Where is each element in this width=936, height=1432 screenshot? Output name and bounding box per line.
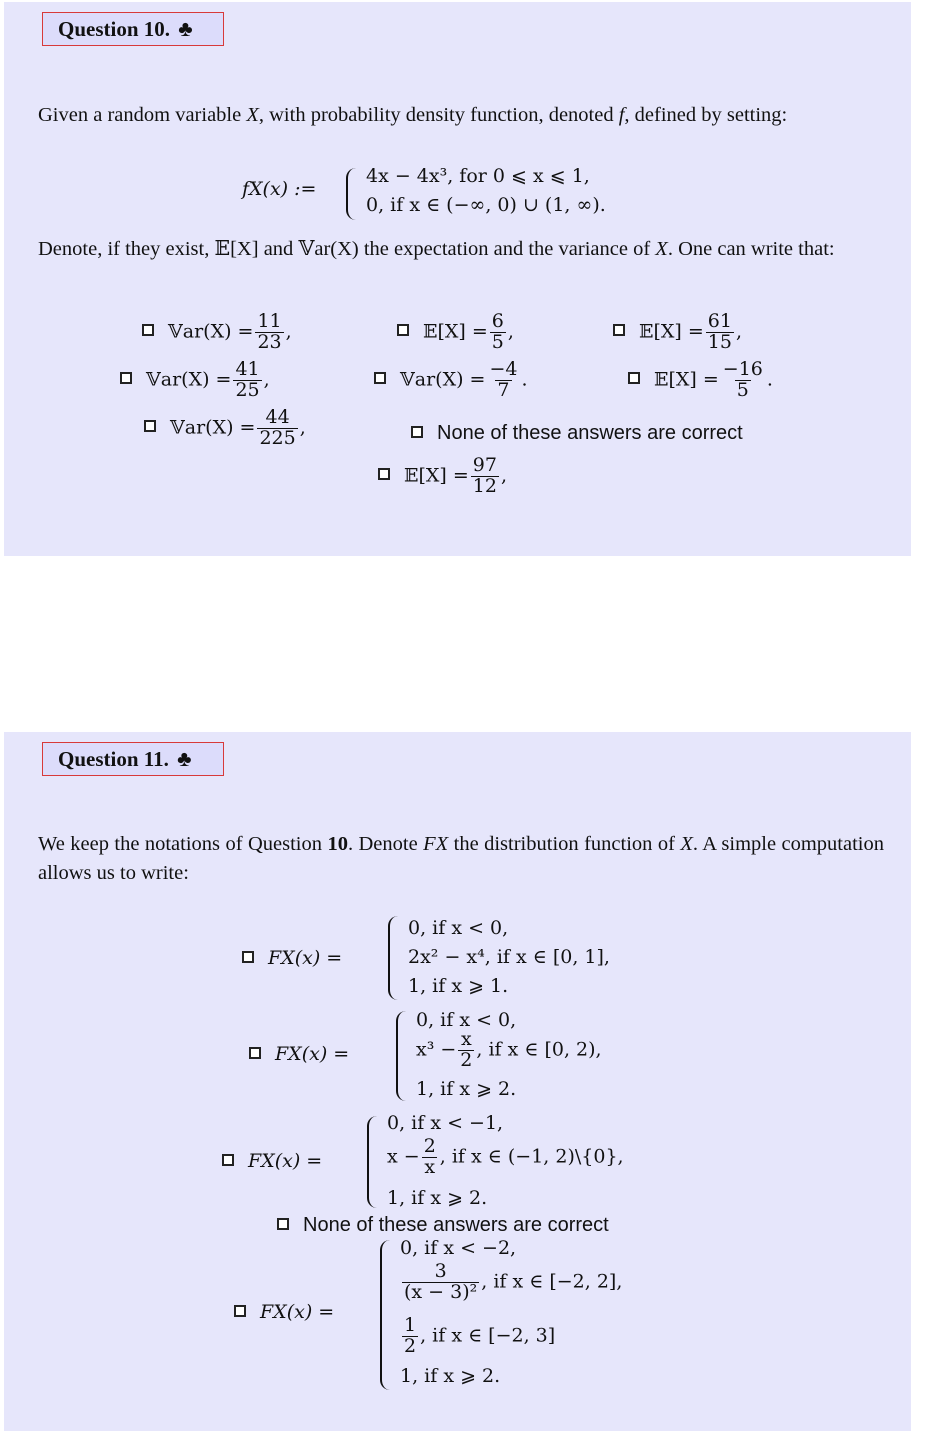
q10-option-none-checkbox[interactable] [411,426,423,438]
question-11-panel [4,732,911,1431]
q11-option-2-checkbox[interactable] [249,1047,261,1059]
pdf-lhs: fX(x) := [242,178,317,200]
q11-option-5-brace [380,1240,394,1390]
q11-option-1-case-2: 2x² − x⁴, if x ∈ [0, 1], [408,946,610,968]
pdf-case-1: 4x − 4x³, for 0 ⩽ x ⩽ 1, [366,165,590,187]
q11-option-3-case-3: 1, if x ⩾ 2. [387,1187,488,1209]
question-11-title: Question 11. [58,747,169,771]
q11-option-3-case-2: x − $\frac{2}{x}$ , if x ∈ (−1, 2)\{0}, [387,1135,624,1178]
q10-option-5-checkbox[interactable] [374,372,386,384]
q11-option-none-checkbox[interactable] [277,1218,289,1230]
q11-option-1-case-3: 1, if x ⩾ 1. [408,975,509,997]
q11-option-2-brace [396,1011,410,1101]
q10-option-2[interactable]: 𝔼[X] = $\frac{6}{5}$ , [397,312,514,353]
q11-option-5-case-1: 0, if x < −2, [400,1237,517,1259]
question-10-intro: Given a random variable X, with probability density function, denoted f, defined by setting: [38,104,788,126]
q11-option-1-checkbox[interactable] [242,951,254,963]
question-10-denote: Denote, if they exist, 𝔼[X] and 𝕍ar(X) the expectation and the variance of X. One can write that: [38,238,835,260]
q11-option-none[interactable]: None of these answers are correct [277,1214,609,1237]
q10-option-5[interactable]: 𝕍ar(X) = $\frac{-4}{7}$ . [374,360,528,401]
question-11-header [42,742,224,776]
club-icon: ♣ [177,746,192,771]
q10-option-9-checkbox[interactable] [378,468,390,480]
q11-option-3-checkbox[interactable] [222,1154,234,1166]
q11-option-1-brace [388,916,402,1000]
question-11-intro: We keep the notations of Question 10. Denote FX the distribution function of X. A simple computation allows us to write: [38,833,884,884]
q11-option-5-case-4: 1, if x ⩾ 2. [400,1365,501,1387]
q11-option-3-brace [367,1116,381,1208]
q10-option-1[interactable]: 𝕍ar(X) = $\frac{11}{23}$ , [142,312,292,353]
q11-option-1-case-1: 0, if x < 0, [408,917,509,939]
q11-option-1[interactable]: FX(x) = [242,947,342,969]
q10-option-2-checkbox[interactable] [397,324,409,336]
q10-option-3[interactable]: 𝔼[X] = $\frac{61}{15}$ , [613,312,742,353]
q10-option-3-checkbox[interactable] [613,324,625,336]
q10-option-none[interactable]: None of these answers are correct [411,422,743,445]
q11-option-3-case-1: 0, if x < −1, [387,1112,504,1134]
pdf-brace [346,168,360,220]
q11-option-2-case-1: 0, if x < 0, [416,1009,517,1031]
question-10-header [42,12,224,46]
q11-option-2[interactable]: FX(x) = [249,1043,349,1065]
question-10-title: Question 10. [58,17,171,41]
q10-option-7[interactable]: 𝕍ar(X) = $\frac{44}{225}$ , [144,408,306,449]
q11-option-2-case-2: x³ − $\frac{x}{2}$ , if x ∈ [0, 2), [416,1028,602,1071]
q11-option-5[interactable]: FX(x) = [234,1301,334,1323]
q10-option-6-checkbox[interactable] [628,372,640,384]
q10-option-1-checkbox[interactable] [142,324,154,336]
question-10-panel [4,2,911,556]
club-icon: ♣ [178,16,193,41]
q11-option-5-case-3: $\frac{1}{2}$ , if x ∈ [−2, 3] [404,1314,556,1357]
q10-option-6[interactable]: 𝔼[X] = $\frac{-16}{5}$ . [628,360,773,401]
q11-option-2-case-3: 1, if x ⩾ 2. [416,1078,517,1100]
q11-option-3[interactable]: FX(x) = [222,1150,322,1172]
q10-option-7-checkbox[interactable] [144,420,156,432]
q10-option-4[interactable]: 𝕍ar(X) = $\frac{41}{25}$ , [120,360,270,401]
q11-option-5-case-2: $\frac{3}{\text{(x − 3)²}}$ , if x ∈ [−2, 2], [404,1260,623,1303]
pdf-case-2: 0, if x ∈ (−∞, 0) ∪ (1, ∞). [366,194,606,216]
q10-option-9[interactable]: 𝔼[X] = $\frac{97}{12}$ , [378,456,507,497]
q11-option-5-checkbox[interactable] [234,1305,246,1317]
q10-option-4-checkbox[interactable] [120,372,132,384]
